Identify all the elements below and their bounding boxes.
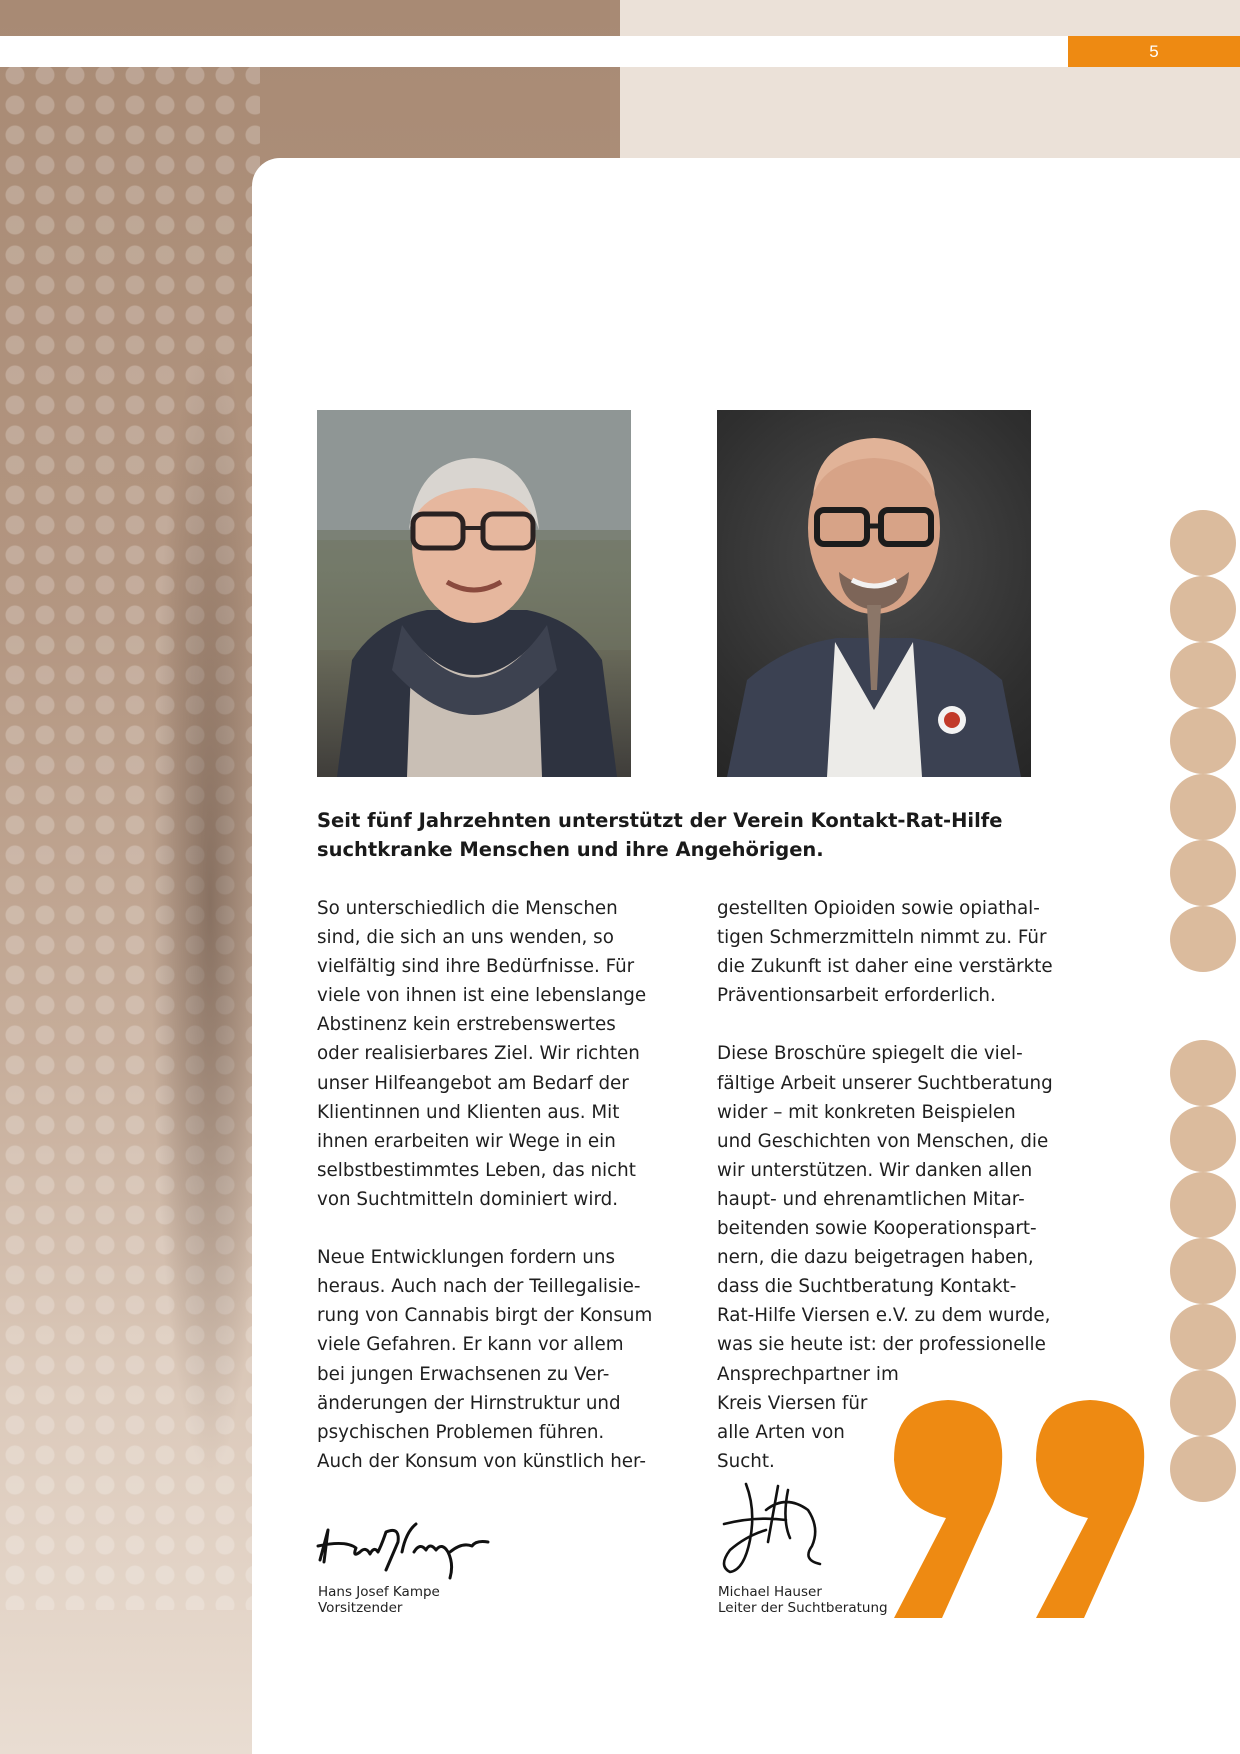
decorative-circle xyxy=(1170,1040,1236,1106)
text-line: sind, die sich an uns wenden, so xyxy=(317,927,614,949)
signatory-kampe xyxy=(318,1584,440,1616)
decorative-circle xyxy=(1170,1304,1236,1370)
decorative-circles-top xyxy=(1170,510,1238,972)
text-line: Klientinnen und Klienten aus. Mit xyxy=(317,1101,620,1123)
text-line: haupt- und ehrenamtlichen Mitar- xyxy=(717,1188,1025,1210)
text-line: von Suchtmitteln dominiert wird. xyxy=(317,1188,619,1210)
text-line: die Zukunft ist daher eine verstärkte xyxy=(717,956,1053,978)
text-line: viele von ihnen ist eine lebenslange xyxy=(317,985,647,1007)
text-line: Rat-Hilfe Viersen e.V. zu dem wurde, xyxy=(717,1305,1051,1327)
signatory-role: Leiter der Suchtberatung xyxy=(718,1600,888,1616)
decorative-circle xyxy=(1170,642,1236,708)
text-line: wir unterstützen. Wir danken allen xyxy=(717,1159,1033,1181)
text-line: wider – mit konkreten Beispielen xyxy=(717,1101,1016,1123)
signatory-hauser xyxy=(718,1584,888,1616)
text-line: Präventionsarbeit erforderlich. xyxy=(717,985,996,1007)
lead-paragraph xyxy=(317,806,1017,864)
text-line: ihnen erarbeiten wir Wege in ein xyxy=(317,1130,616,1152)
text-line: oder realisierbares Ziel. Wir richten xyxy=(317,1043,640,1065)
text-line: Auch der Konsum von künstlich her- xyxy=(317,1450,646,1472)
quotation-mark-icon xyxy=(890,1400,1170,1620)
text-line: was sie heute ist: der professionelle xyxy=(717,1334,1046,1356)
text-line: rung von Cannabis birgt der Konsum xyxy=(317,1305,653,1327)
text-line: beitenden sowie Kooperationspart- xyxy=(717,1218,1037,1240)
decorative-circle xyxy=(1170,840,1236,906)
text-line: tigen Schmerzmitteln nimmt zu. Für xyxy=(717,927,1047,949)
text-line: nern, die dazu beigetragen haben, xyxy=(717,1247,1034,1269)
decorative-circle xyxy=(1170,576,1236,642)
header-band xyxy=(0,36,1068,67)
text-line xyxy=(717,1010,1097,1039)
lead-line: Seit fünf Jahrzehnten unterstützt der Verein Kontakt-Rat-Hilfe xyxy=(317,809,1003,832)
text-line: gestellten Opioiden sowie opiathal- xyxy=(717,898,1040,919)
text-line: fältige Arbeit unserer Suchtberatung xyxy=(717,1072,1053,1094)
text-line: psychischen Problemen führen. xyxy=(317,1421,605,1443)
text-line: viele Gefahren. Er kann vor allem xyxy=(317,1334,624,1356)
background-beige-panel xyxy=(620,0,1240,160)
text-line: Sucht. xyxy=(717,1450,775,1472)
decorative-circle xyxy=(1170,774,1236,840)
signatory-role: Vorsitzender xyxy=(318,1600,403,1616)
text-line: Diese Broschüre spiegelt die viel- xyxy=(717,1043,1023,1065)
portrait-hans-josef-kampe xyxy=(317,410,631,777)
signature-kampe xyxy=(316,1512,516,1582)
decorative-circle xyxy=(1170,1106,1236,1172)
text-line: änderungen der Hirnstruktur und xyxy=(317,1392,621,1414)
decorative-circle xyxy=(1170,510,1236,576)
text-line: selbstbestimmtes Leben, das nicht xyxy=(317,1159,636,1181)
text-line: dass die Suchtberatung Kontakt- xyxy=(717,1276,1017,1298)
text-line: So unterschiedlich die Menschen xyxy=(317,898,618,919)
text-line: Neue Entwicklungen fordern uns xyxy=(317,1247,615,1269)
decorative-circle xyxy=(1170,1238,1236,1304)
portrait-michael-hauser xyxy=(717,410,1031,777)
text-column-left xyxy=(317,894,697,1476)
decorative-circles-bottom xyxy=(1170,1040,1238,1502)
text-line: vielfältig sind ihre Bedürfnisse. Für xyxy=(317,956,635,978)
text-line xyxy=(317,1214,697,1243)
decorative-circle xyxy=(1170,1370,1236,1436)
text-line: Kreis Viersen für xyxy=(717,1392,868,1414)
decorative-circle xyxy=(1170,906,1236,972)
lead-line: suchtkranke Menschen und ihre Angehörigen. xyxy=(317,838,824,861)
signatory-name: Hans Josef Kampe xyxy=(318,1584,440,1600)
text-line: Ansprechpartner im xyxy=(717,1363,899,1385)
page-number: 5 xyxy=(1068,36,1240,67)
text-line: unser Hilfeangebot am Bedarf der xyxy=(317,1072,629,1094)
decorative-circle xyxy=(1170,1172,1236,1238)
signatory-name: Michael Hauser xyxy=(718,1584,822,1600)
decorative-circle xyxy=(1170,708,1236,774)
text-line: Abstinenz kein erstrebenswertes xyxy=(317,1014,616,1036)
text-line: alle Arten von xyxy=(717,1421,845,1443)
text-line: und Geschichten von Menschen, die xyxy=(717,1130,1049,1152)
text-column-right xyxy=(717,894,1097,1476)
signature-hauser xyxy=(716,1480,836,1580)
text-line: heraus. Auch nach der Teillegalisie- xyxy=(317,1276,641,1298)
text-line: bei jungen Erwachsenen zu Ver- xyxy=(317,1363,610,1385)
decorative-circle xyxy=(1170,1436,1236,1502)
